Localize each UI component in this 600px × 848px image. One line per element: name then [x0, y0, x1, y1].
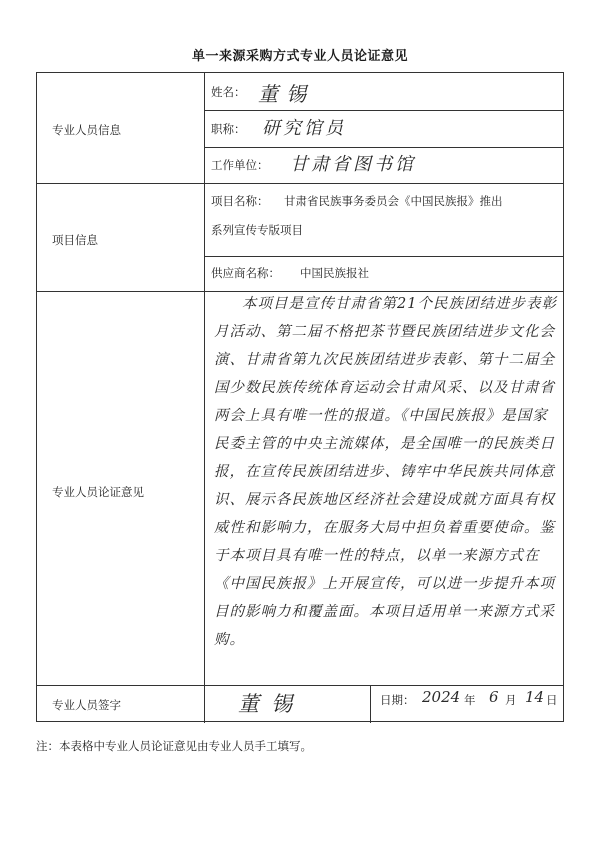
section-label-project-info: 项目信息 — [52, 233, 98, 247]
project-name-line2: 系列宣传专版项目 — [211, 223, 303, 237]
date-year: 2024 — [422, 688, 461, 706]
date-divider — [370, 685, 371, 723]
name-handwritten-value: 董锡 — [258, 82, 314, 106]
column-divider — [204, 73, 205, 723]
workplace-label: 工作单位： — [211, 158, 269, 172]
workplace-handwritten-value: 甘肃省图书馆 — [290, 154, 416, 175]
project-name-label: 项目名称： — [211, 194, 269, 208]
footnote: 注：本表格中专业人员论证意见由专业人员手工填写。 — [36, 739, 312, 753]
date-label: 日期： — [380, 693, 415, 707]
title-handwritten-value: 研究馆员 — [262, 118, 346, 139]
supplier-value: 中国民族报社 — [300, 266, 369, 280]
name-label: 姓名： — [211, 85, 246, 99]
signature-handwritten: 董锡 — [238, 692, 304, 716]
row-divider — [204, 256, 564, 257]
section-divider — [37, 183, 564, 184]
form-title: 单一来源采购方式专业人员论证意见 — [191, 49, 408, 64]
supplier-label: 供应商名称： — [211, 266, 280, 280]
date-year-unit: 年 — [464, 693, 476, 707]
date-month: 6 — [489, 688, 499, 706]
signature-label: 专业人员签字 — [52, 698, 121, 712]
project-name-line1: 甘肃省民族事务委员会《中国民族报》推出 — [284, 194, 503, 208]
opinion-handwritten-text: 本项目是宣传甘肃省第21个民族团结进步表彰月活动、第二届不格把茶节暨民族团结进步文化会演、甘肃省第九次民族团结进步表彰、第十二届全国少数民族传统体育运动会甘肃风采、以及甘肃省两会上具有唯一性的报道。《中国民族报》是国家民委主管的中央主流媒体，是全国唯一的民族类日报，在宣传民族团结进步、铸牢中华民族共同体意识、展示各民族地区经济社会建设成就方面具有权威性和影响力，在服务大局中担负着重要使命。鉴于本项目具有唯一性的特点，以单一来源方式在《中国民族报》上开展宣传，可以进一步提升本项目的影响力和覆盖面。本项目适用单一来源方式采购。 — [214, 296, 557, 648]
section-label-opinion: 专业人员论证意见 — [52, 485, 144, 499]
section-label-expert-info: 专业人员信息 — [52, 123, 121, 137]
title-label: 职称： — [211, 122, 246, 136]
row-divider — [204, 110, 564, 111]
row-divider — [204, 147, 564, 148]
section-divider — [37, 685, 564, 686]
date-day-unit: 日 — [546, 693, 558, 707]
date-month-unit: 月 — [505, 693, 517, 707]
date-day: 14 — [525, 688, 545, 706]
